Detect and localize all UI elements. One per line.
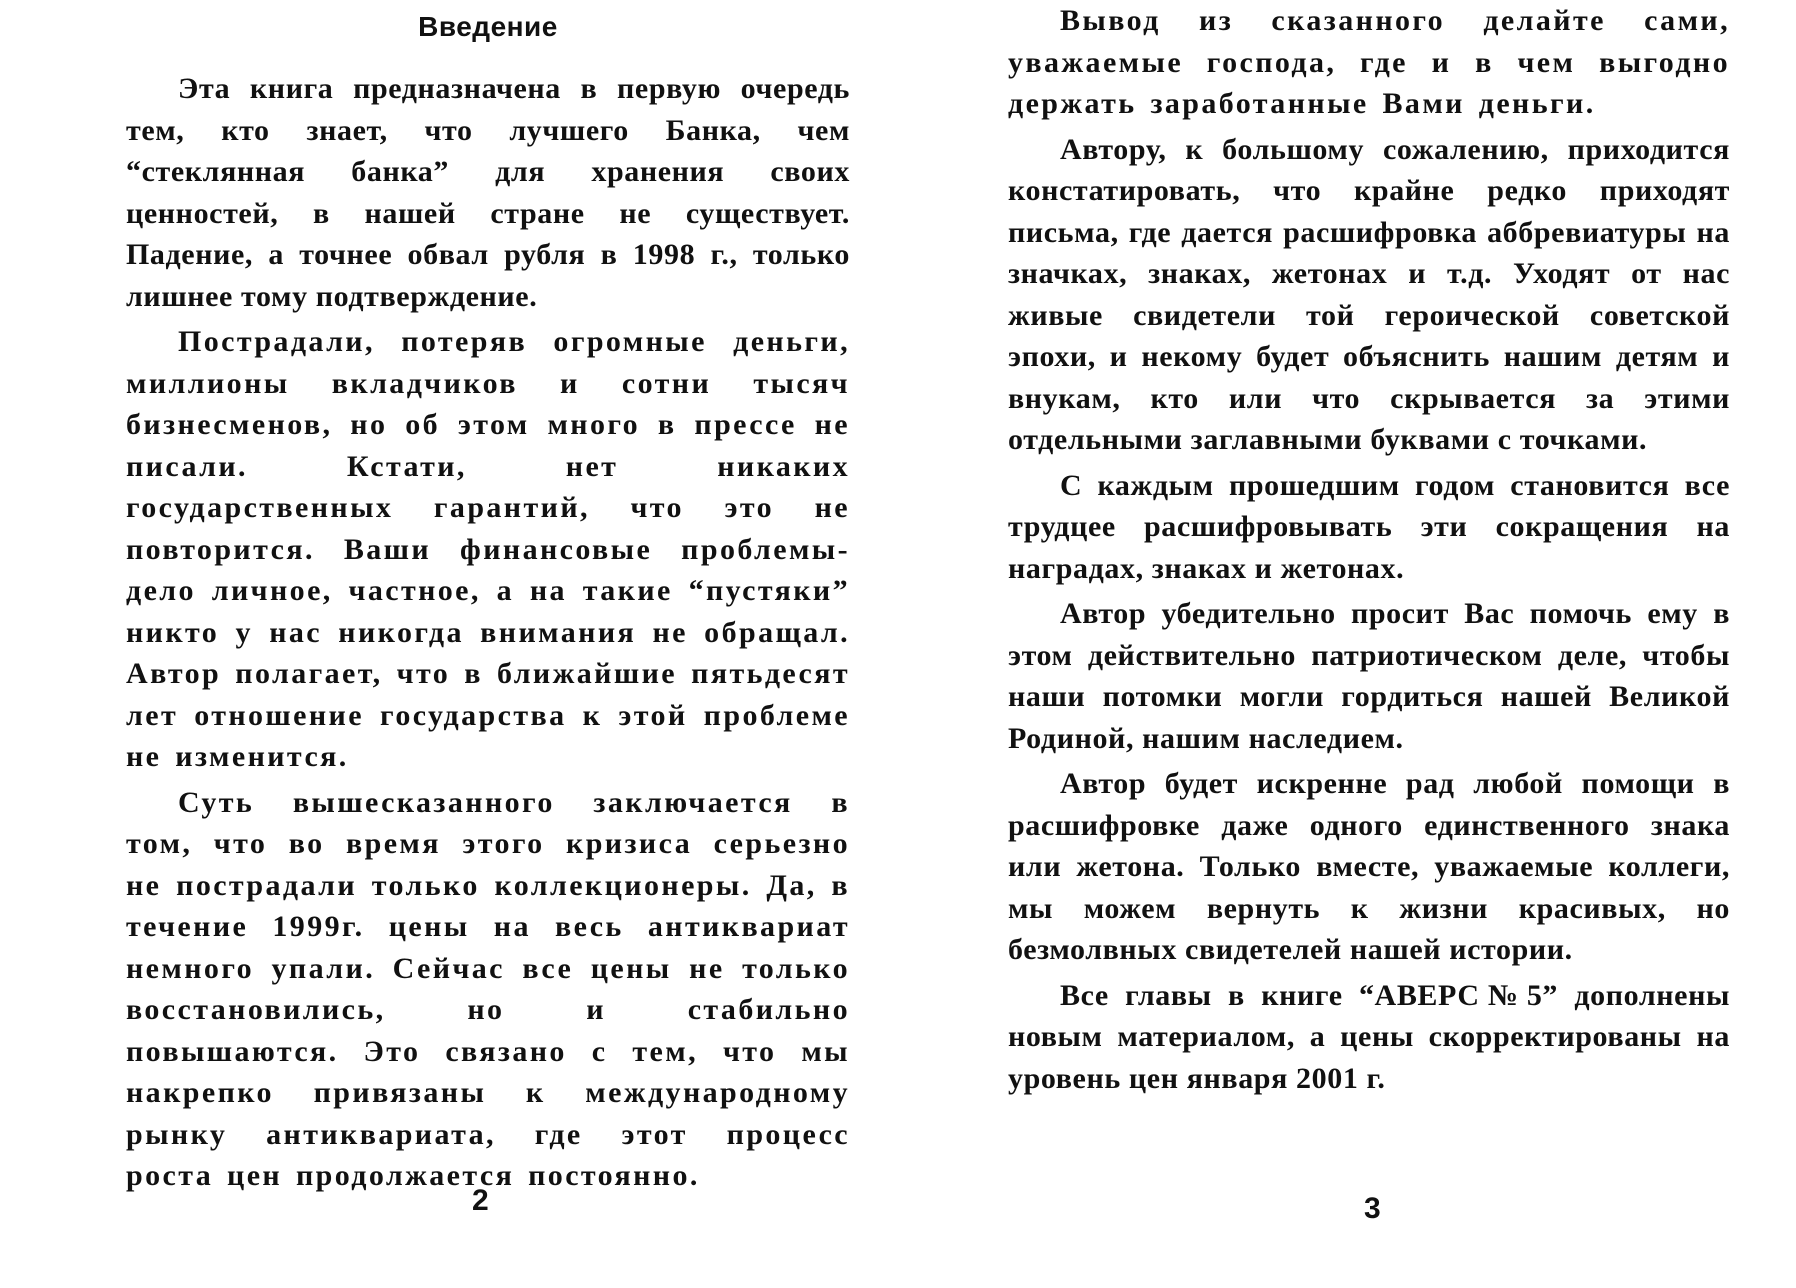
right-paragraph-4: Автор убедительно просит Вас помочь ему в этом действительно патриотическом деле, чтобы наши потомки могли гордиться нашей Великой Родиной, нашим наследием. (1008, 597, 1730, 755)
right-paragraph-2: Автору, к большому сожалению, приходится констатировать, что крайне редко приходят письма, где дается расшифровка аббревиатуры на значках, знаках, жетонах и т.д. Уходят от нас живые свидетели той героической советской эпохи, и некому будет объяснить нашим детям и внукам, кто или что скрывается за этими отдельными заглавными буквами с точками. (1008, 132, 1730, 456)
right-paragraph-3: С каждым прошедшим годом становится все трудцее расшифровывать эти сокращения на наградах, знаках и жетонах. (1008, 468, 1730, 585)
right-paragraph-5: Автор будет искренне рад любой помощи в расшифровке даже одного единственного знака или жетона. Только вместе, уважаемые коллеги, мы можем вернуть к жизни красивых, но безмолвных свидетелей нашей истории. (1008, 767, 1730, 966)
left-paragraph-3: Суть вышесказанного заключается в том, что во время этого кризиса серьезно не пострадали только коллекционеры. Да, в течение 1999г. цены на весь антиквариат немного упали. Сейчас все цены не только восстановились, но и стабильно повышаются. Это связано с тем, что мы накрепко привязаны к международному рынку антиквариата, где этот процесс роста цен продолжается постоянно. (126, 785, 850, 1192)
left-page (126, 0, 850, 1201)
right-page (1008, 0, 1730, 1103)
chapter-heading: Введение (418, 11, 558, 42)
left-paragraph-2: Пострадали, потеряв огромные деньги, миллионы вкладчиков и сотни тысяч бизнесменов, но об этом много в прессе не писали. Кстати, нет никаких государственных гарантий, что это не повторится. Ваши финансовые проблемы-дело личное, частное, а на такие “пустяки” никто у нас никогда внимания не обращал. Автор полагает, что в ближайшие пятьдесят лет отношение государства к этой проблеме не изменится. (126, 325, 850, 773)
left-paragraph-1: Эта книга предназначена в первую очередь тем, кто знает, что лучшего Банка, чем “стеклянная банка” для хранения своих ценностей, в нашей стране не существует. Падение, а точнее обвал рубля в 1998 г., только лишнее тому подтверждение. (126, 72, 850, 313)
right-paragraph-1: Вывод из сказанного делайте сами, уважаемые господа, где и в чем выгодно держать заработанные Вами деньги. (1008, 4, 1730, 120)
right-page-number: 3 (1364, 1192, 1381, 1225)
left-page-number: 2 (472, 1184, 489, 1217)
right-paragraph-6: Все главы в книге “АВЕРС№5” дополнены новым материалом, а цены скорректированы на уровень цен января 2001 г. (1008, 978, 1730, 1095)
